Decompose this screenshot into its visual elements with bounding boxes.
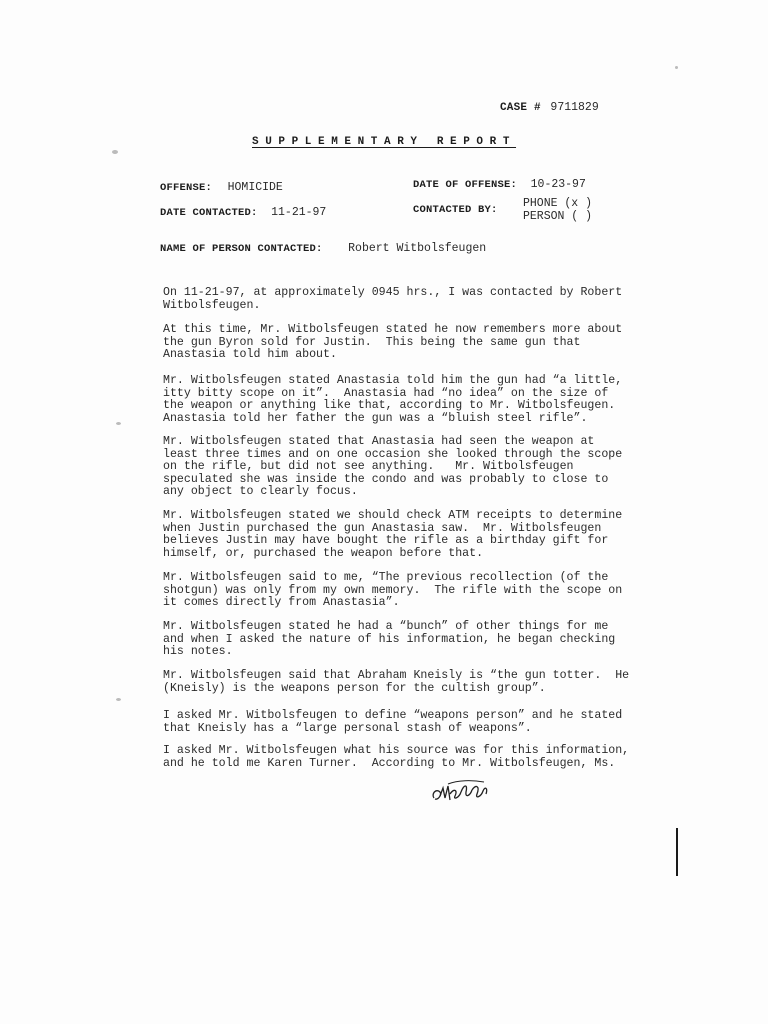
text-line: On 11-21-97, at approximately 0945 hrs., I was contacted by Robert: [163, 286, 623, 299]
paragraph-7: [163, 621, 623, 659]
text-line: on the rifle, but did not see anything. Mr. Witbolsfeugen: [163, 460, 574, 473]
text-line: At this time, Mr. Witbolsfeugen stated he now remembers more about: [163, 323, 623, 336]
date-contacted-field: [160, 202, 326, 220]
text-line: any object to clearly focus.: [163, 485, 358, 498]
text-line: Anastasia told her father the gun was a “bluish steel rifle”.: [163, 411, 588, 425]
contacted-by-label: CONTACTED BY:: [413, 204, 498, 216]
text-line: and when I asked the nature of his information, he began checking: [163, 632, 616, 646]
text-line: Mr. Witbolsfeugen said to me, “The previous recollection (of the: [163, 571, 609, 584]
paragraph-9: [163, 710, 623, 735]
name-contacted-value: Robert Witbolsfeugen: [348, 242, 487, 255]
text-line: his notes.: [163, 645, 233, 658]
case-number-line: [500, 97, 599, 115]
contacted-by-person: PERSON ( ): [523, 210, 593, 223]
scan-speck: [116, 698, 121, 701]
paragraph-3: [163, 375, 623, 425]
text-line: Mr. Witbolsfeugen stated he had a “bunch” of other things for me: [163, 620, 609, 633]
margin-line: [676, 828, 678, 876]
contacted-by-phone: PHONE (x ): [523, 197, 593, 210]
text-line: itty bitty scope on it”. Anastasia had “no idea” on the size of: [163, 386, 609, 400]
text-line: Witbolsfeugen.: [163, 298, 261, 312]
paragraph-4: [163, 436, 623, 499]
text-line: Mr. Witbolsfeugen stated Anastasia told him the gun had “a little,: [163, 374, 623, 387]
date-of-offense-value: 10-23-97: [530, 178, 586, 191]
text-line: the gun Byron sold for Justin. This being the same gun that: [163, 335, 581, 349]
contacted-by-field: [413, 199, 498, 217]
date-of-offense-field: [413, 174, 586, 192]
scan-speck: [112, 150, 118, 154]
case-number: 9711829: [550, 101, 599, 114]
text-line: shotgun) was only from my own memory. The rifle with the scope on: [163, 583, 623, 597]
report-title: SUPPLEMENTARY REPORT: [252, 136, 517, 148]
scan-speck: [675, 66, 678, 69]
text-line: when Justin purchased the gun Anastasia saw. Mr. Witbolsfeugen: [163, 521, 602, 535]
text-line: himself, or, purchased the weapon before that.: [163, 546, 484, 560]
paragraph-8: [163, 669, 630, 695]
text-line: believes Justin may have bought the rifle as a birthday gift for: [163, 534, 609, 547]
paragraph-5: [163, 510, 623, 560]
text-line: Mr. Witbolsfeugen stated we should check ATM receipts to determine: [163, 509, 623, 522]
text-line: (Kneisly) is the weapons person for the cultish group”.: [163, 681, 546, 695]
paragraph-2: [163, 324, 623, 362]
name-contacted-field: [160, 238, 486, 256]
date-contacted-label: DATE CONTACTED:: [160, 207, 258, 219]
paragraph-10: [163, 744, 630, 770]
text-line: Anastasia told him about.: [163, 348, 337, 361]
offense-label: OFFENSE:: [160, 182, 213, 194]
date-of-offense-label: DATE OF OFFENSE:: [413, 179, 518, 191]
paragraph-1: [163, 287, 623, 312]
text-line: Mr. Witbolsfeugen stated that Anastasia had seen the weapon at: [163, 435, 595, 448]
paragraph-6: [163, 572, 623, 610]
case-label: CASE #: [500, 102, 541, 114]
text-line: that Kneisly has a “large personal stash of weapons”.: [163, 721, 532, 735]
text-line: speculated she was inside the condo and was probably to close to: [163, 472, 609, 486]
text-line: Mr. Witbolsfeugen said that Abraham Kneisly is “the gun totter. He: [163, 669, 630, 682]
date-contacted-value: 11-21-97: [271, 206, 327, 219]
offense-value: HOMICIDE: [227, 181, 283, 194]
text-line: the weapon or anything like that, according to Mr. Witbolsfeugen.: [163, 399, 616, 412]
text-line: I asked Mr. Witbolsfeugen to define “weapons person” and he stated: [163, 709, 623, 722]
offense-field: [160, 177, 283, 195]
handwritten-signature: [428, 776, 492, 810]
text-line: least three times and on one occasion she looked through the scope: [163, 447, 623, 461]
scan-speck: [116, 422, 121, 425]
text-line: and he told me Karen Turner. According to Mr. Witbolsfeugen, Ms.: [163, 756, 616, 770]
text-line: I asked Mr. Witbolsfeugen what his source was for this information,: [163, 744, 630, 757]
text-line: it comes directly from Anastasia”.: [163, 596, 400, 609]
name-contacted-label: NAME OF PERSON CONTACTED:: [160, 243, 323, 255]
